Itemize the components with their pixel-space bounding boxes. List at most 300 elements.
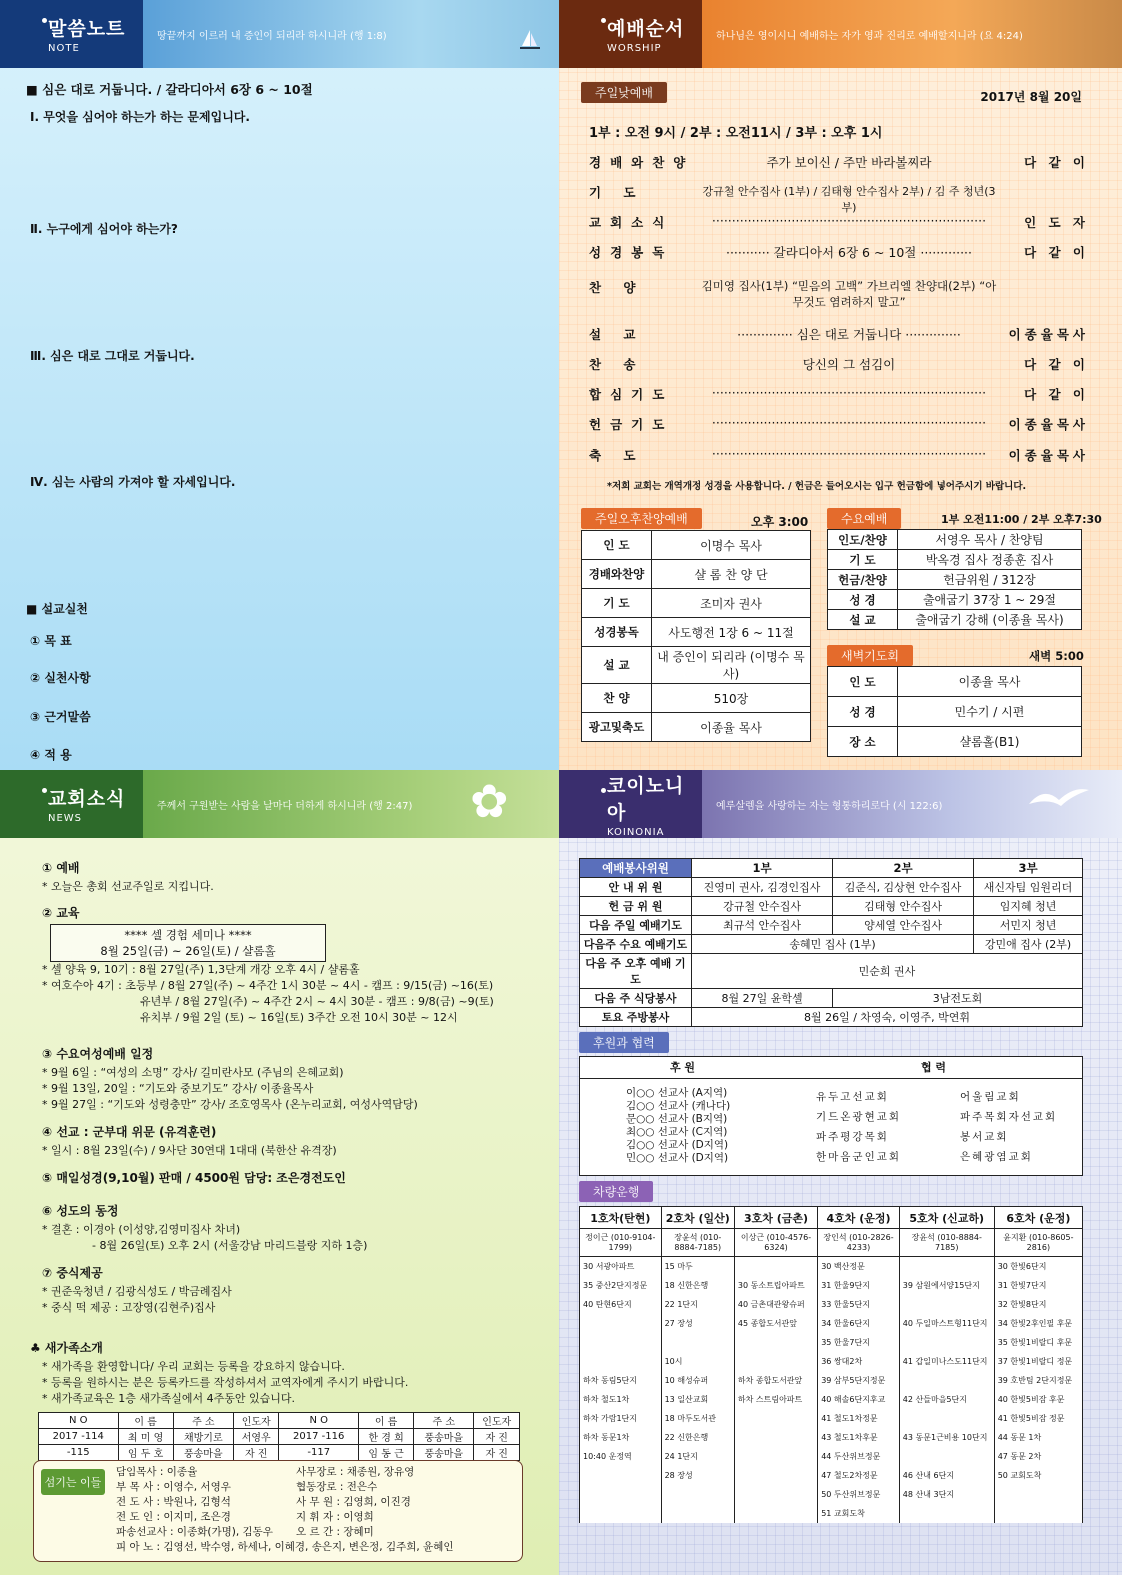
bus-stop: 31 한빛7단지 bbox=[994, 1276, 1082, 1295]
bus-stop: 하차 동림5단지 bbox=[580, 1371, 662, 1390]
table-cell: 서영우 bbox=[233, 1429, 279, 1445]
order-row bbox=[589, 243, 1089, 261]
table-row bbox=[828, 667, 1082, 697]
order-row bbox=[589, 415, 1089, 433]
table-cell: 토요 주방봉사 bbox=[580, 1008, 692, 1027]
order-item-content: 주가 보이신 / 주만 바라볼찌라 bbox=[766, 155, 932, 170]
row-value: 헌금위원 / 312장 bbox=[898, 570, 1082, 590]
dot-icon bbox=[601, 18, 606, 23]
cooperation-list-b bbox=[960, 1087, 1057, 1167]
order-item-leader: 다 같 이 bbox=[1024, 387, 1089, 402]
staff-item: 피 아 노 : 김영선, 박수영, 하세나, 이혜경, 송은지, 변은정, 김주희, 윤혜인 bbox=[116, 1541, 454, 1553]
news-6a: * 결혼 : 이경아 (이성양,김영미집사 차녀) bbox=[42, 1223, 241, 1236]
table-cell: 김태형 안수집사 bbox=[833, 897, 974, 916]
news-2-heading: ② 교육 bbox=[42, 906, 80, 920]
table-row bbox=[582, 560, 811, 589]
sunday-label bbox=[581, 82, 667, 103]
order-item-content: 김미영 집사(1부) “믿음의 고백” 가브리엘 찬양대(2부) “아무것도 염려하지 말고” bbox=[701, 279, 997, 309]
support-label bbox=[579, 1032, 669, 1053]
table-row bbox=[39, 1445, 520, 1461]
news-2c: 유년부 / 8월 27일(주) ~ 4주간 2시 ~ 4시 30분 - 캠프 : 9/8(금) ~9(토) bbox=[140, 995, 494, 1008]
column-header: 이 름 bbox=[358, 1413, 413, 1429]
pm-table bbox=[581, 530, 811, 742]
koinonia-verse: 예루살렘을 사랑하는 자는 형통하리로다 (시 122:6) bbox=[716, 800, 943, 812]
dawn-table bbox=[827, 666, 1082, 757]
support-label-text: 후원과 협력 bbox=[579, 1032, 669, 1053]
news-title: 교회소식 bbox=[48, 788, 126, 810]
bus-stop: 35 중산2단지정문 bbox=[580, 1276, 662, 1295]
table-cell: 2017 -116 bbox=[279, 1429, 359, 1445]
bus-stop: 하차 철도1차 bbox=[580, 1390, 662, 1409]
news-6-heading: ⑥ 성도의 동정 bbox=[42, 1204, 119, 1218]
note-subtitle: NOTE bbox=[48, 43, 80, 54]
bus-stop bbox=[994, 1485, 1082, 1504]
table-row bbox=[580, 1352, 1083, 1371]
row-label: 인도/찬양 bbox=[828, 530, 898, 550]
bus-stop: 35 한빛1비랄디 후문 bbox=[994, 1333, 1082, 1352]
row-value: 민수기 / 시편 bbox=[898, 697, 1082, 727]
table-row bbox=[828, 570, 1082, 590]
table-cell: 강규철 안수집사 bbox=[692, 897, 833, 916]
point-3: Ⅲ. 심은 대로 그대로 거둡니다. bbox=[30, 349, 195, 363]
bus-stop bbox=[580, 1314, 662, 1333]
order-item-leader: 인 도 자 bbox=[1024, 215, 1089, 230]
bus-header: 6호차 (운정) bbox=[994, 1207, 1082, 1229]
news-verse: 주께서 구원받는 사람을 날마다 더하게 하시니라 (행 2:47) bbox=[157, 800, 413, 812]
order-row bbox=[589, 385, 1089, 403]
bus-stop: 13 일산교회 bbox=[661, 1390, 734, 1409]
bus-driver: 정이근 (010-9104-1799) bbox=[580, 1229, 662, 1257]
bus-driver: 윤지환 (010-8605-2816) bbox=[994, 1229, 1082, 1257]
missionary-item: 문○○ 선교사 (B지역) bbox=[626, 1113, 728, 1125]
bird-icon bbox=[1029, 784, 1089, 814]
bus-stop: 47 동문 2차 bbox=[994, 1447, 1082, 1466]
row-value: 사도행전 1장 6 ~ 11절 bbox=[652, 618, 811, 647]
table-row bbox=[580, 989, 1083, 1008]
news-5-heading: ⑤ 매일성경(9,10월) 판매 / 4500원 담당: 조은경전도인 bbox=[42, 1171, 346, 1185]
order-item-label: 기 도 bbox=[589, 185, 645, 200]
table-cell: 임 두 호 bbox=[118, 1445, 173, 1461]
column-header: N O bbox=[39, 1413, 119, 1429]
missionary-item: 최○○ 선교사 (C지역) bbox=[626, 1126, 728, 1138]
table-row bbox=[580, 935, 1083, 954]
missionary-item: 김○○ 선교사 (캐나다) bbox=[626, 1100, 731, 1112]
table-cell: 8월 26일 / 차영숙, 이영주, 박연휘 bbox=[692, 1008, 1083, 1027]
bus-stop bbox=[661, 1485, 734, 1504]
practice-verse: ③ 근거말씀 bbox=[30, 710, 91, 724]
order-item-leader bbox=[999, 183, 1089, 215]
bus-stop: 42 산들마을5단지 bbox=[899, 1390, 994, 1409]
order-item-label: 교회소식 bbox=[589, 215, 674, 230]
partner-church: 파주평강목회 bbox=[816, 1131, 889, 1143]
bus-stop bbox=[734, 1466, 817, 1485]
row-label: 인 도 bbox=[828, 667, 898, 697]
row-label: 기 도 bbox=[828, 550, 898, 570]
staff-item: 오 르 간 : 장혜미 bbox=[296, 1526, 374, 1538]
news-8c: * 새가족교육은 1층 새가족실에서 4주동안 있습니다. bbox=[42, 1392, 295, 1405]
bus-stop bbox=[734, 1352, 817, 1371]
staff-box bbox=[33, 1460, 523, 1562]
order-row bbox=[589, 355, 1089, 373]
news-3a: * 9월 6일 : “여성의 소명” 강사/ 길미란사모 (주님의 은혜교회) bbox=[42, 1066, 344, 1079]
table-cell: 3남전도회 bbox=[833, 989, 1083, 1008]
bus-stop: 51 교회도착 bbox=[818, 1504, 900, 1523]
bus-stop: 30 서광아파트 bbox=[580, 1257, 662, 1276]
row-value: 이종율 목사 bbox=[652, 713, 811, 742]
service-date: 2017년 8월 20일 bbox=[980, 90, 1082, 104]
bus-stop bbox=[899, 1409, 994, 1428]
row-label: 성 경 bbox=[828, 697, 898, 727]
order-row bbox=[589, 153, 1089, 171]
note-header bbox=[0, 0, 559, 68]
table-row bbox=[580, 1447, 1083, 1466]
partner-church: 봉서교회 bbox=[960, 1131, 1009, 1143]
table-cell: 2017 -114 bbox=[39, 1429, 119, 1445]
row-value: 샬롬홀(B1) bbox=[898, 727, 1082, 757]
bus-stop bbox=[734, 1428, 817, 1447]
news-2b: * 여호수아 4기 : 초등부 / 8월 27일(주) ~ 4주간 1시 30분 ~ 4시 - 캠프 : 9/15(금) ~16(토) bbox=[42, 979, 494, 992]
staff-item: 부 목 사 : 이영수, 서영우 bbox=[116, 1481, 231, 1493]
news-badge bbox=[0, 770, 143, 838]
bus-stop bbox=[661, 1504, 734, 1523]
dot-icon bbox=[601, 788, 606, 793]
table-row bbox=[828, 590, 1082, 610]
worship-verse: 하나님은 영이시니 예배하는 자가 영과 진리로 예배할지니라 (요 4:24) bbox=[716, 30, 1023, 42]
bus-label bbox=[579, 1181, 653, 1202]
order-item-leader: 다 같 이 bbox=[1024, 155, 1089, 170]
table-cell: 김준식, 김상현 안수집사 bbox=[833, 878, 974, 897]
order-item-leader: 이종율목사 bbox=[1008, 448, 1089, 463]
bus-stop: 18 신한은행 bbox=[661, 1276, 734, 1295]
table-cell: 8월 27일 윤학셀 bbox=[692, 989, 833, 1008]
order-item-label: 합심기도 bbox=[589, 387, 674, 402]
table-row bbox=[580, 897, 1083, 916]
practice-goal: ① 목 표 bbox=[30, 634, 72, 648]
table-header bbox=[580, 859, 1083, 878]
row-label: 광고및축도 bbox=[582, 713, 652, 742]
bus-stop: 28 장성 bbox=[661, 1466, 734, 1485]
partner-church: 파주목회자선교회 bbox=[960, 1111, 1058, 1123]
wed-table bbox=[827, 529, 1082, 630]
bus-stop: 39 삼부5단지정문 bbox=[818, 1371, 900, 1390]
bus-stop: 27 장성 bbox=[661, 1314, 734, 1333]
order-item-content: 강규철 안수집사 (1부) / 김태형 안수집사 2부) / 김 주 청년(3부) bbox=[702, 185, 996, 214]
bus-stop bbox=[734, 1447, 817, 1466]
table-row bbox=[580, 1314, 1083, 1333]
table-row bbox=[828, 550, 1082, 570]
table-header bbox=[580, 1207, 1083, 1229]
dot-icon bbox=[42, 788, 47, 793]
new-family-table bbox=[38, 1412, 520, 1461]
news-panel bbox=[0, 770, 559, 1575]
order-row bbox=[589, 325, 1089, 343]
table-row bbox=[582, 684, 811, 713]
koinonia-header bbox=[559, 770, 1122, 838]
table-cell: 풍송마을 bbox=[414, 1429, 474, 1445]
news-8-heading: ♣ 새가족소개 bbox=[30, 1341, 103, 1355]
practice-heading: ■ 설교실천 bbox=[26, 602, 88, 616]
bus-stop bbox=[734, 1333, 817, 1352]
bus-stop bbox=[899, 1371, 994, 1390]
bus-stop bbox=[580, 1504, 662, 1523]
note-verse: 땅끝까지 이르러 내 증인이 되리라 하시니라 (행 1:8) bbox=[157, 30, 387, 42]
missionary-item: 김○○ 선교사 (D지역) bbox=[626, 1139, 729, 1151]
bus-stop: 24 1단지 bbox=[661, 1447, 734, 1466]
note-title: 말씀노트 bbox=[48, 18, 126, 40]
table-cell: 진영미 권사, 김경인집사 bbox=[692, 878, 833, 897]
table-row bbox=[39, 1429, 520, 1445]
table-row bbox=[580, 1371, 1083, 1390]
koinonia-badge bbox=[559, 770, 702, 838]
bus-header: 1호차(탄현) bbox=[580, 1207, 662, 1229]
bus-stop bbox=[899, 1504, 994, 1523]
bus-stop: 34 한울6단지 bbox=[818, 1314, 900, 1333]
bus-stop: 41 철도1차정문 bbox=[818, 1409, 900, 1428]
news-8b: * 등록을 원하시는 분은 등록카드를 작성하셔서 교역자에게 주시기 바랍니다. bbox=[42, 1376, 409, 1389]
bus-header: 4호차 (운정) bbox=[818, 1207, 900, 1229]
bus-stop: 30 백산정문 bbox=[818, 1257, 900, 1276]
worship-header bbox=[559, 0, 1122, 68]
column-header: 3부 bbox=[974, 859, 1083, 878]
support-box bbox=[579, 1056, 1083, 1176]
bus-stop: 40 탄현6단지 bbox=[580, 1295, 662, 1314]
bus-stop: 하차 가람1단지 bbox=[580, 1409, 662, 1428]
row-label: 경배와찬양 bbox=[582, 560, 652, 589]
table-row bbox=[580, 1276, 1083, 1295]
staff-item: 사무장로 : 채종원, 장유영 bbox=[296, 1466, 415, 1478]
order-item-content: ····································································· bbox=[711, 385, 987, 400]
bus-stop: 37 한빛1비랄디 정문 bbox=[994, 1352, 1082, 1371]
table-cell: 안 내 위 원 bbox=[580, 878, 692, 897]
sailboat-icon bbox=[520, 30, 540, 52]
news-8a: * 새가족을 환영합니다/ 우리 교회는 등록을 강요하지 않습니다. bbox=[42, 1360, 345, 1373]
bus-stop: 40 금촌대관왕슈퍼 bbox=[734, 1295, 817, 1314]
order-item-content: 당신의 그 섬김이 bbox=[802, 357, 896, 372]
table-cell: 자 진 bbox=[233, 1445, 279, 1461]
table-row bbox=[580, 1504, 1083, 1523]
order-item-label: 찬 송 bbox=[589, 357, 645, 372]
row-label: 설 교 bbox=[828, 610, 898, 630]
table-row bbox=[580, 1333, 1083, 1352]
news-3b: * 9월 13일, 20일 : “기도와 중보기도” 강사/ 이종율목사 bbox=[42, 1082, 314, 1095]
news-3-heading: ③ 수요여성예배 일정 bbox=[42, 1047, 154, 1061]
table-row bbox=[580, 1466, 1083, 1485]
cooperation-list-a bbox=[816, 1087, 901, 1167]
bus-header: 3호차 (금촌) bbox=[734, 1207, 817, 1229]
bus-stop: 46 산내 6단지 bbox=[899, 1466, 994, 1485]
row-label: 찬 양 bbox=[582, 684, 652, 713]
koinonia-panel bbox=[559, 770, 1122, 1575]
bus-stop: 18 마두도서관 bbox=[661, 1409, 734, 1428]
staff-item: 담임목사 : 이종율 bbox=[116, 1466, 198, 1478]
table-row bbox=[580, 1257, 1083, 1276]
seminar-title: **** 셀 경험 세미나 **** bbox=[124, 928, 252, 942]
table-cell: 임 동 근 bbox=[358, 1445, 413, 1461]
news-header bbox=[0, 770, 559, 838]
bus-stop: 43 동문1근비용 10단지 bbox=[899, 1428, 994, 1447]
news-7b: * 중식 떡 제공 : 고장영(김현주)집사 bbox=[42, 1301, 216, 1314]
table-row bbox=[828, 610, 1082, 630]
worship-title: 예배순서 bbox=[607, 18, 685, 40]
bus-stop: 40 해솔6단지후교 bbox=[818, 1390, 900, 1409]
table-row bbox=[582, 531, 811, 560]
column-header: 주 소 bbox=[173, 1413, 233, 1429]
staff-item: 지 휘 자 : 이영희 bbox=[296, 1511, 374, 1523]
bus-stop: 22 1단지 bbox=[661, 1295, 734, 1314]
row-value: 샬 롬 찬 양 단 bbox=[652, 560, 811, 589]
bus-stop: 50 교회도착 bbox=[994, 1466, 1082, 1485]
worship-panel bbox=[559, 0, 1122, 770]
order-row bbox=[589, 183, 1089, 215]
bus-stop: 하차 동문1차 bbox=[580, 1428, 662, 1447]
order-item-label: 축 도 bbox=[589, 448, 645, 463]
news-2d: 유치부 / 9월 2일 (토) ~ 16일(토) 3주간 오전 10시 30분 ~ 12시 bbox=[140, 1011, 458, 1024]
bus-driver: 장윤석 (010-8884-7185) bbox=[661, 1229, 734, 1257]
order-item-label: 찬 양 bbox=[589, 280, 645, 295]
row-value: 출애굽기 37장 1 ~ 29절 bbox=[898, 590, 1082, 610]
order-item-label: 경배와찬양 bbox=[589, 155, 695, 170]
table-cell: 채방기로 bbox=[173, 1429, 233, 1445]
table-cell: 민순희 권사 bbox=[692, 954, 1083, 989]
staff-list-right bbox=[296, 1465, 414, 1540]
column-header: 주 소 bbox=[414, 1413, 474, 1429]
dawn-label-text: 새벽기도회 bbox=[827, 645, 913, 666]
pm-label bbox=[581, 508, 702, 529]
column-header: 예배봉사위원 bbox=[580, 859, 692, 878]
column-header: 2부 bbox=[833, 859, 974, 878]
table-row bbox=[828, 530, 1082, 550]
table-cell: 자 진 bbox=[474, 1445, 520, 1461]
dot-icon bbox=[42, 18, 47, 23]
missionary-item: 이○○ 선교사 (A지역) bbox=[626, 1087, 728, 1099]
order-item-leader: 다 같 이 bbox=[1024, 245, 1089, 260]
row-label: 성 경 bbox=[828, 590, 898, 610]
sunday-label-text: 주일낮예배 bbox=[581, 82, 667, 103]
table-row bbox=[582, 618, 811, 647]
bus-stop: 10시 bbox=[661, 1352, 734, 1371]
driver-row bbox=[580, 1229, 1083, 1257]
order-item-leader: 다 같 이 bbox=[1024, 357, 1089, 372]
wed-label-text: 수요예배 bbox=[827, 508, 901, 529]
bus-driver: 장인석 (010-2826-4233) bbox=[818, 1229, 900, 1257]
bus-stop: 30 한빛6단지 bbox=[994, 1257, 1082, 1276]
table-row bbox=[580, 1295, 1083, 1314]
table-header bbox=[39, 1413, 520, 1429]
column-header: 인도자 bbox=[474, 1413, 520, 1429]
bus-stop: 44 동문 1차 bbox=[994, 1428, 1082, 1447]
order-row bbox=[589, 213, 1089, 231]
bus-stop: 48 산내 3단지 bbox=[899, 1485, 994, 1504]
bus-stop: 45 종합도서관앞 bbox=[734, 1314, 817, 1333]
bus-stop: 40 두일마스트형11단지 bbox=[899, 1314, 994, 1333]
table-cell: 자 진 bbox=[474, 1429, 520, 1445]
bus-stop: 41 갑일미나스도11단지 bbox=[899, 1352, 994, 1371]
bus-stop bbox=[899, 1447, 994, 1466]
bus-stop bbox=[899, 1257, 994, 1276]
bus-stop bbox=[734, 1257, 817, 1276]
bus-stop bbox=[899, 1295, 994, 1314]
table-cell: 다음 주 오후 예배 기도 bbox=[580, 954, 692, 989]
point-4: Ⅳ. 심는 사람의 가져야 할 자세입니다. bbox=[30, 475, 236, 489]
order-item-content: ····································································· bbox=[711, 415, 987, 430]
row-label: 장 소 bbox=[828, 727, 898, 757]
bus-stop: 31 한울9단지 bbox=[818, 1276, 900, 1295]
bus-stop: 44 두산위브정문 bbox=[818, 1447, 900, 1466]
bus-label-text: 차량운행 bbox=[579, 1181, 653, 1202]
table-cell: 임지혜 청년 bbox=[974, 897, 1083, 916]
order-item-content: ····································································· bbox=[711, 446, 987, 461]
news-6b: - 8월 26일(토) 오후 2시 (서울강남 마리드블랑 지하 1층) bbox=[92, 1239, 368, 1252]
wed-time: 1부 오전11:00 / 2부 오후7:30 bbox=[941, 513, 1102, 526]
table-cell: 다음주 수요 예배기도 bbox=[580, 935, 692, 954]
row-value: 박옥경 집사 정종훈 집사 bbox=[898, 550, 1082, 570]
order-row bbox=[589, 278, 1089, 310]
staff-label: 섬기는 이들 bbox=[41, 1469, 105, 1495]
service-times: 1부 : 오전 9시 / 2부 : 오전11시 / 3부 : 오후 1시 bbox=[589, 126, 883, 141]
table-cell: 한 경 희 bbox=[358, 1429, 413, 1445]
bus-header: 2호차 (일산) bbox=[661, 1207, 734, 1229]
row-label: 기 도 bbox=[582, 589, 652, 618]
bus-stop: 10:40 운정역 bbox=[580, 1447, 662, 1466]
practice-apply: ④ 적 용 bbox=[30, 748, 72, 762]
table-cell: 송혜민 집사 (1부) bbox=[692, 935, 974, 954]
staff-item: 사 무 원 : 김영희, 이진경 bbox=[296, 1496, 411, 1508]
bus-stop bbox=[661, 1333, 734, 1352]
table-row bbox=[580, 916, 1083, 935]
bus-driver: 이상근 (010-4576-6324) bbox=[734, 1229, 817, 1257]
table-row bbox=[580, 878, 1083, 897]
news-1-heading: ① 예배 bbox=[42, 861, 80, 875]
row-label: 헌금/찬양 bbox=[828, 570, 898, 590]
seminar-date: 8월 25일(금) ~ 26일(토) / 샬롬홀 bbox=[100, 944, 276, 958]
order-item-label: 헌금기도 bbox=[589, 417, 674, 432]
staff-item: 협동장로 : 전은수 bbox=[296, 1481, 378, 1493]
order-item-leader: 이종율목사 bbox=[1008, 327, 1089, 342]
bus-stop: 33 한울5단지 bbox=[818, 1295, 900, 1314]
news-4-heading: ④ 선교 : 군부대 위문 (유격훈련) bbox=[42, 1125, 217, 1139]
order-row bbox=[589, 446, 1089, 464]
bus-stop: 50 두산위브정문 bbox=[818, 1485, 900, 1504]
news-7a: * 권준욱청년 / 김광식성도 / 박금례집사 bbox=[42, 1285, 232, 1298]
table-row bbox=[828, 697, 1082, 727]
missionary-item: 민○○ 선교사 (D지역) bbox=[626, 1152, 729, 1164]
koinonia-subtitle: KOINONIA bbox=[607, 826, 665, 838]
bus-stop: 10 해성슈퍼 bbox=[661, 1371, 734, 1390]
seminar-box bbox=[50, 924, 326, 962]
bus-stop bbox=[734, 1485, 817, 1504]
cooperation-header: 협 력 bbox=[920, 1061, 947, 1074]
table-cell: 다음 주일 예배기도 bbox=[580, 916, 692, 935]
bus-stop bbox=[580, 1333, 662, 1352]
table-row bbox=[582, 647, 811, 684]
news-4-text: * 일시 : 8월 23일(수) / 9사단 30연대 1대대 (북한산 유격장) bbox=[42, 1144, 337, 1157]
table-row bbox=[582, 589, 811, 618]
point-2: Ⅱ. 누구에게 심어야 하는가? bbox=[30, 222, 178, 236]
table-cell: 새신자팀 임원리더 bbox=[974, 878, 1083, 897]
column-header: 1부 bbox=[692, 859, 833, 878]
order-item-content: ··········· 갈라디아서 6장 6 ~ 10절 ············· bbox=[725, 245, 972, 260]
bus-stop: 47 철도2차정문 bbox=[818, 1466, 900, 1485]
row-value: 이명수 목사 bbox=[652, 531, 811, 560]
table-cell: 양세열 안수집사 bbox=[833, 916, 974, 935]
partner-church: 은혜광염교회 bbox=[960, 1151, 1033, 1163]
sermon-title: ■ 심은 대로 거둡니다. / 갈라디아서 6장 6 ~ 10절 bbox=[26, 82, 313, 97]
note-badge bbox=[0, 0, 143, 68]
row-value: 조미자 권사 bbox=[652, 589, 811, 618]
bus-stop: 36 쌍대2차 bbox=[818, 1352, 900, 1371]
order-item-leader bbox=[999, 278, 1089, 310]
partner-church: 유두고선교회 bbox=[816, 1091, 889, 1103]
